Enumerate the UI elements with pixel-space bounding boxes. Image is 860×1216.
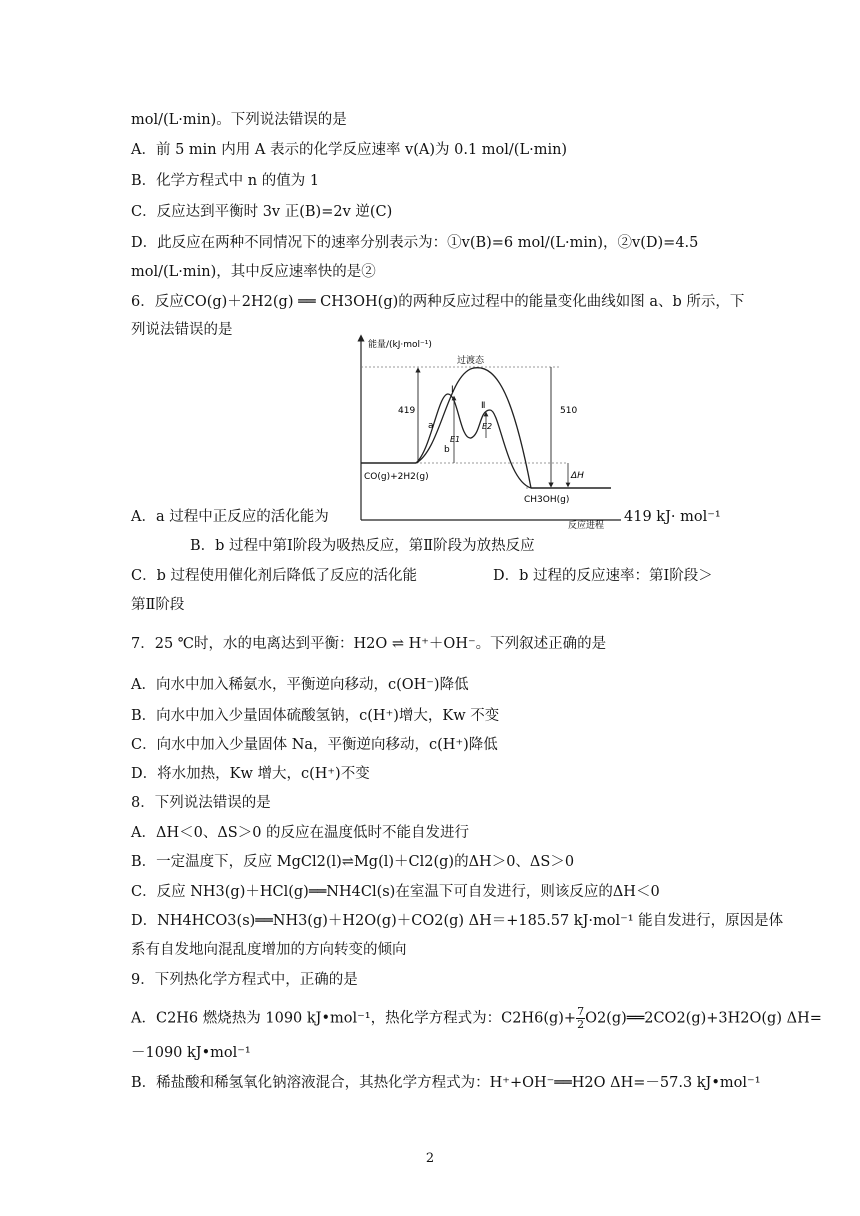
q6-option-b: B．b 过程中第Ⅰ阶段为吸热反应，第Ⅱ阶段为放热反应: [190, 538, 535, 554]
q9-option-a-cont: －1090 kJ•mol⁻¹: [131, 1045, 251, 1061]
peak-1-label: Ⅰ: [451, 385, 454, 395]
q5-option-a: A．前 5 min 内用 A 表示的化学反应速率 v(A)为 0.1 mol/(L·min): [131, 142, 568, 158]
q9-stem: 9．下列热化学方程式中，正确的是: [131, 972, 358, 988]
y-axis-label: 能量/(kJ·mol⁻¹): [368, 340, 432, 350]
q6-option-a-value: 419 kJ· mol⁻¹: [624, 509, 721, 525]
page-number: 2: [425, 1151, 435, 1166]
curve-a-label: a: [428, 421, 434, 431]
q9-option-a-text: A．C2H6 燃烧热为 1090 kJ•mol⁻¹，热化学方程式为：C2H6(g)+: [131, 1010, 577, 1027]
q6-stem-cont: 列说法错误的是: [131, 322, 233, 338]
x-axis-label: 反应进程: [568, 521, 605, 530]
curve-b-label: b: [444, 445, 450, 455]
product-label: CH3OH(g): [524, 495, 570, 505]
q7-option-c: C．向水中加入少量固体 Na，平衡逆向移动，c(H⁺)降低: [131, 737, 498, 753]
q6-option-c: C．b 过程使用催化剂后降低了反应的活化能: [131, 568, 417, 584]
delta-h-label: ΔH: [571, 471, 584, 481]
q8-option-d: D．NH4HCO3(s)══NH3(g)＋H2O(g)＋CO2(g) ΔH＝+185.57 kJ·mol⁻¹ 能自发进行，原因是体: [131, 913, 784, 929]
q6-option-a: A．a 过程中正反应的活化能为: [131, 509, 329, 525]
q9-option-a: [131, 1006, 822, 1031]
fraction-denominator: 2: [577, 1018, 585, 1031]
q5-option-d: D．此反应在两种不同情况下的速率分别表示为：①v(B)=6 mol/(L·min)，②v(D)=4.5: [131, 235, 699, 251]
e2-label: E2: [482, 422, 493, 431]
q5-option-d-cont: mol/(L·min)，其中反应速率快的是②: [131, 264, 376, 280]
q7-stem: 7．25 ℃时，水的电离达到平衡：H2O ⇌ H⁺＋OH⁻。下列叙述正确的是: [131, 636, 607, 652]
e1-label: E1: [450, 435, 461, 444]
q8-option-a: A．ΔH＜0、ΔS＞0 的反应在温度低时不能自发进行: [131, 825, 470, 841]
q9-option-b: B．稀盐酸和稀氢氧化钠溶液混合，其热化学方程式为：H⁺+OH⁻══H2O ΔH=－57.3 kJ•mol⁻¹: [131, 1075, 761, 1091]
q6-option-d-cont: 第Ⅱ阶段: [131, 597, 185, 613]
peak-2-label: Ⅱ: [481, 401, 486, 411]
q7-option-a: A．向水中加入稀氨水，平衡逆向移动，c(OH⁻)降低: [131, 677, 469, 693]
fraction-numerator: 7: [577, 1005, 585, 1018]
q7-option-b: B．向水中加入少量固体硫酸氢钠，c(H⁺)增大，Kw 不变: [131, 708, 500, 724]
q5-option-b: B．化学方程式中 n 的值为 1: [131, 173, 320, 189]
q5-option-c: C．反应达到平衡时 3v 正(B)=2v 逆(C): [131, 204, 393, 220]
q9-option-a-text-cont: O2(g)══2CO2(g)+3H2O(g) ΔH=: [585, 1010, 822, 1027]
q8-stem: 8．下列说法错误的是: [131, 795, 271, 811]
fraction-seven-halves: [576, 1006, 585, 1031]
q5-stem-tail: mol/(L·min)。下列说法错误的是: [131, 112, 347, 128]
energy-diagram: [336, 330, 626, 530]
q6-option-d: D．b 过程的反应速率：第Ⅰ阶段＞: [493, 568, 713, 584]
q6-stem: 6．反应CO(g)＋2H2(g) ══ CH3OH(g)的两种反应过程中的能量变化曲线如图 a、b 所示，下: [131, 294, 745, 310]
reactants-label: CO(g)+2H2(g): [364, 472, 429, 482]
value-510: 510: [560, 406, 578, 416]
value-419: 419: [398, 406, 416, 416]
q8-option-c: C．反应 NH3(g)＋HCl(g)══NH4Cl(s)在室温下可自发进行，则该反应的ΔH＜0: [131, 884, 660, 900]
q8-option-b: B．一定温度下，反应 MgCl2(l)⇌Mg(l)＋Cl2(g)的ΔH＞0、ΔS＞0: [131, 854, 575, 870]
q7-option-d: D．将水加热，Kw 增大，c(H⁺)不变: [131, 766, 370, 782]
transition-state-label: 过渡态: [457, 356, 485, 366]
q8-option-d-cont: 系有自发地向混乱度增加的方向转变的倾向: [131, 942, 407, 958]
